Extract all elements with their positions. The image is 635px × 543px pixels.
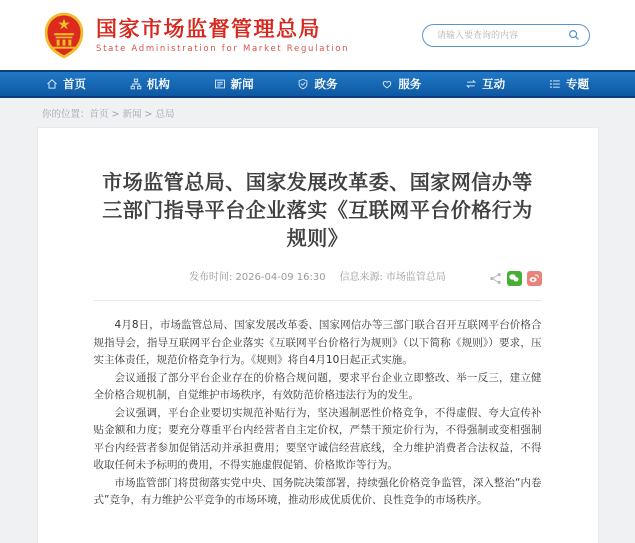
site-logo[interactable]: [42, 11, 349, 60]
home-icon: [46, 78, 58, 90]
weibo-icon: [527, 271, 542, 286]
article-card: [37, 127, 599, 543]
share-icon: [489, 272, 502, 285]
nav-item-interact[interactable]: [465, 76, 505, 92]
main-nav: [0, 70, 635, 98]
article-paragraph: 会议通报了部分平台企业存在的价格合规问题，要求平台企业立即整改、举一反三，建立健全价格合规机制，自觉维护市场秩序，有效防范价格违法行为的发生。: [93, 371, 542, 401]
nav-item-service[interactable]: [381, 76, 421, 92]
publish-time-value: 2026-04-09 16:30: [235, 272, 326, 283]
search-icon: [568, 29, 580, 41]
site-title: 国家市场监督管理总局: [96, 16, 321, 41]
article-paragraph: 会议强调，平台企业要切实规范补贴行为，坚决遏制恶性价格竞争，不得虚假、夸大宣传补贴金额和力度；要充分尊重平台内经营者自主定价权，严禁干预定价行为，不得强制或变相强制平台内经营者参加促销活动并承担费用；要坚守诚信经营底线，全力维护消费者合法权益，不得收取任何未予标明的费用，不得实施虚假促销、价格欺诈等行为。: [93, 406, 542, 471]
nav-item-label: 政务: [314, 77, 338, 91]
nav-item-label: 机构: [146, 77, 170, 91]
search-box: [422, 24, 590, 47]
gov-shield-icon: [297, 78, 309, 90]
nav-item-home[interactable]: [46, 76, 86, 92]
nav-item-news[interactable]: [214, 76, 254, 92]
nav-item-topics[interactable]: [549, 76, 589, 92]
nav-item-label: 服务: [398, 77, 422, 91]
nav-item-label: 首页: [63, 77, 86, 91]
divider: [94, 300, 542, 301]
site-subtitle: State Administration for Market Regulation: [96, 43, 350, 54]
article-title: 市场监管总局、国家发展改革委、国家网信办等三部门指导平台企业落实《互联网平台价格行为规则》: [102, 170, 533, 250]
source-value: 市场监管总局: [385, 272, 446, 283]
national-emblem-icon: [42, 11, 86, 60]
article-paragraph: 市场监管部门将贯彻落实党中央、国务院决策部署，持续强化价格竞争监管，深入整治“内卷式”竞争，有力维护公平竞争的市场环境，推动形成优质优价、良性竞争的市场秩序。: [93, 476, 542, 506]
article-paragraph: 4月8日，市场监管总局、国家发展改革委、国家网信办等三部门联合召开互联网平台价格合规指导会，指导互联网平台企业落实《互联网平台价格行为规则》（以下简称《规则》）要求，压实主体责任，规范价格竞争行为。《规则》将自4月10日起正式实施。: [93, 319, 542, 366]
share-weibo-button[interactable]: [527, 271, 542, 286]
nav-item-label: 互动: [482, 77, 506, 91]
article-body: [94, 317, 542, 510]
news-icon: [214, 78, 226, 90]
page-body: [0, 98, 635, 543]
nav-item-gov[interactable]: [297, 76, 337, 92]
share-wechat-button[interactable]: [507, 271, 522, 286]
heart-icon: [381, 78, 393, 90]
nav-item-label: 专题: [565, 77, 589, 91]
publish-time-label: 发布时间:: [189, 272, 233, 283]
site-header: [0, 0, 635, 70]
share-button[interactable]: [489, 272, 502, 285]
wechat-icon: [507, 271, 522, 286]
article-meta: [94, 270, 542, 286]
interact-arrows-icon: [465, 78, 477, 90]
search-button[interactable]: [568, 29, 580, 41]
nav-item-label: 新闻: [230, 77, 254, 91]
share-group: [489, 270, 542, 286]
breadcrumb[interactable]: 你的位置：首页 > 新闻 > 总局: [42, 109, 175, 120]
nav-item-org[interactable]: [130, 76, 170, 92]
source-label: 信息来源:: [339, 272, 383, 283]
topic-list-icon: [549, 78, 561, 90]
search-input[interactable]: [435, 29, 568, 41]
org-icon: [130, 78, 142, 90]
